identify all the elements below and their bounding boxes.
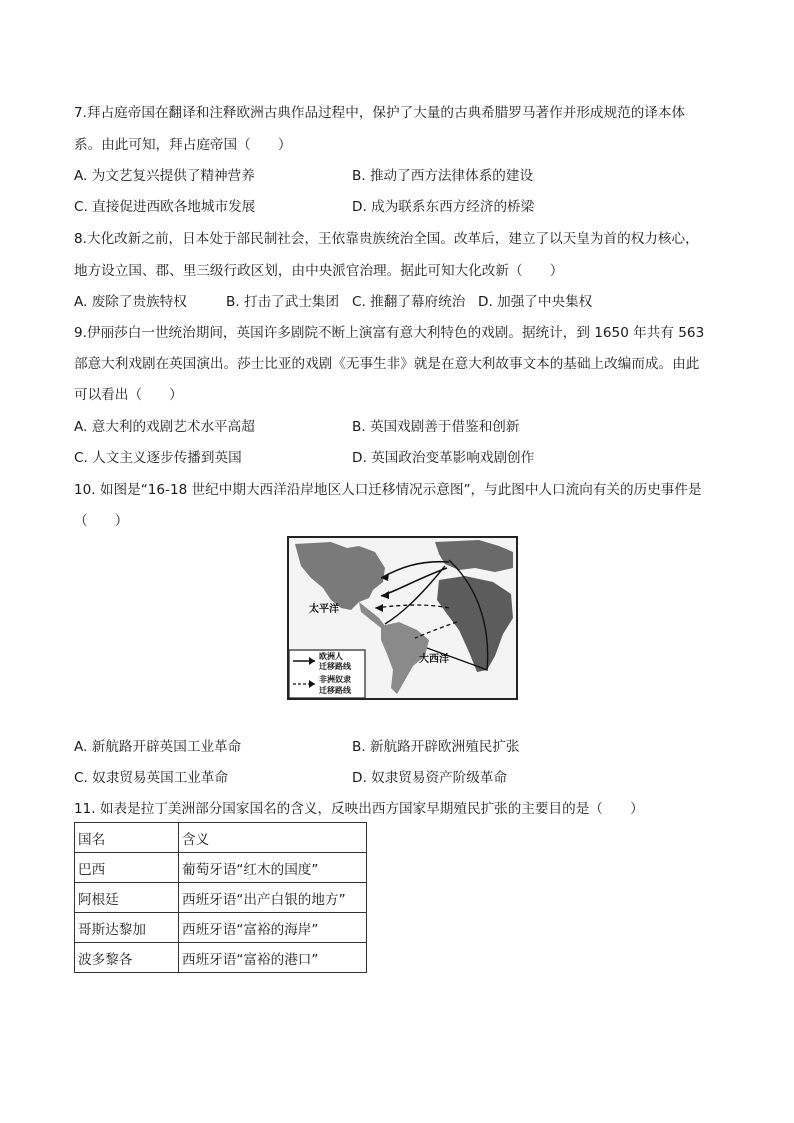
q7-option-c[interactable]: C. 直接促进西欧各地城市发展 [74,199,256,215]
q9-option-d[interactable]: D. 英国政治变革影响戏剧创作 [352,450,535,466]
q9-option-c[interactable]: C. 人文主义逐步传播到英国 [74,450,242,466]
q10-stem-line2: （ ） [74,513,129,529]
q8-option-c[interactable]: C. 推翻了幕府统治 [352,294,466,310]
table-cell: 波多黎各 [75,943,179,973]
q10-option-a[interactable]: A. 新航路开辟英国工业革命 [74,739,242,755]
q8-stem-line2: 地方设立国、郡、里三级行政区划，由中央派官治理。据此可知大化改新（ ） [74,263,564,279]
table-cell: 葡萄牙语“红木的国度” [179,853,367,883]
arrow-head [375,604,383,612]
q7-option-a[interactable]: A. 为文艺复兴提供了精神营养 [74,168,255,184]
table-header-cell: 含义 [179,823,367,853]
table-cell: 西班牙语“出产白银的地方” [179,883,367,913]
legend-african-label-1: 非洲奴隶 [319,675,351,684]
q10-stem-line1: 10. 如图是“16-18 世纪中期大西洋沿岸地区人口迁移情况示意图”，与此图中人口流向有关的历史事件是 [74,482,702,498]
table-row [75,883,367,913]
q10-option-c[interactable]: C. 奴隶贸易英国工业革命 [74,770,229,786]
q9-stem-line1: 9.伊丽莎白一世统治期间，英国许多剧院不断上演富有意大利特色的戏剧。据统计，到 1650 年共有 563 [74,325,705,341]
african-route-2 [415,622,457,638]
pacific-label: 太平洋 [309,604,339,615]
q7-option-b[interactable]: B. 推动了西方法律体系的建设 [352,168,534,184]
q11-stem-line1: 11. 如表是拉丁美洲部分国家国名的含义，反映出西方国家早期殖民扩张的主要目的是（ ） [74,801,644,817]
table-header-row [75,823,367,853]
atlantic-label: 大西洋 [419,654,449,665]
migration-map [287,536,518,700]
european-route-3 [385,566,445,624]
table-cell: 阿根廷 [75,883,179,913]
q8-option-d[interactable]: D. 加强了中央集权 [478,294,593,310]
table-row [75,913,367,943]
legend-european-label-1: 欧洲人 [319,652,343,661]
african-route-1 [375,605,449,608]
q9-option-b[interactable]: B. 英国戏剧善于借鉴和创新 [352,419,520,435]
q8-option-a[interactable]: A. 废除了贵族特权 [74,294,187,310]
q10-option-d[interactable]: D. 奴隶贸易资产阶级革命 [352,770,508,786]
q9-stem-line3: 可以看出（ ） [74,387,183,403]
europe-landmass [435,540,513,572]
table-cell: 西班牙语“富裕的港口” [179,943,367,973]
q9-stem-line2: 部意大利戏剧在英国演出。莎士比亚的戏剧《无事生非》就是在意大利故事文本的基础上改编而成。由此 [74,356,700,372]
q10-option-b[interactable]: B. 新航路开辟欧洲殖民扩张 [352,739,520,755]
legend-african-label-2: 迁移路线 [319,686,351,695]
q8-option-b[interactable]: B. 打击了武士集团 [226,294,340,310]
table-cell: 西班牙语“富裕的海岸” [179,913,367,943]
table-header-cell: 国名 [75,823,179,853]
q7-stem-line2: 系。由此可知，拜占庭帝国（ ） [74,137,292,153]
table-cell: 巴西 [75,853,179,883]
q9-option-a[interactable]: A. 意大利的戏剧艺术水平高超 [74,419,255,435]
table-row [75,853,367,883]
table-cell: 哥斯达黎加 [75,913,179,943]
country-name-table [74,822,367,973]
table-row [75,943,367,973]
north-america-landmass [295,542,385,610]
q7-stem-line1: 7.拜占庭帝国在翻译和注释欧洲古典作品过程中，保护了大量的古典希腊罗马著作并形成规范的译本体 [74,105,686,121]
q8-stem-line1: 8.大化改新之前，日本处于部民制社会，王依靠贵族统治全国。改革后，建立了以天皇为首的权力核心， [74,231,699,247]
legend-european-label-2: 迁移路线 [319,662,351,671]
q7-option-d[interactable]: D. 成为联系东西方经济的桥梁 [352,199,535,215]
european-route-1 [381,562,449,578]
